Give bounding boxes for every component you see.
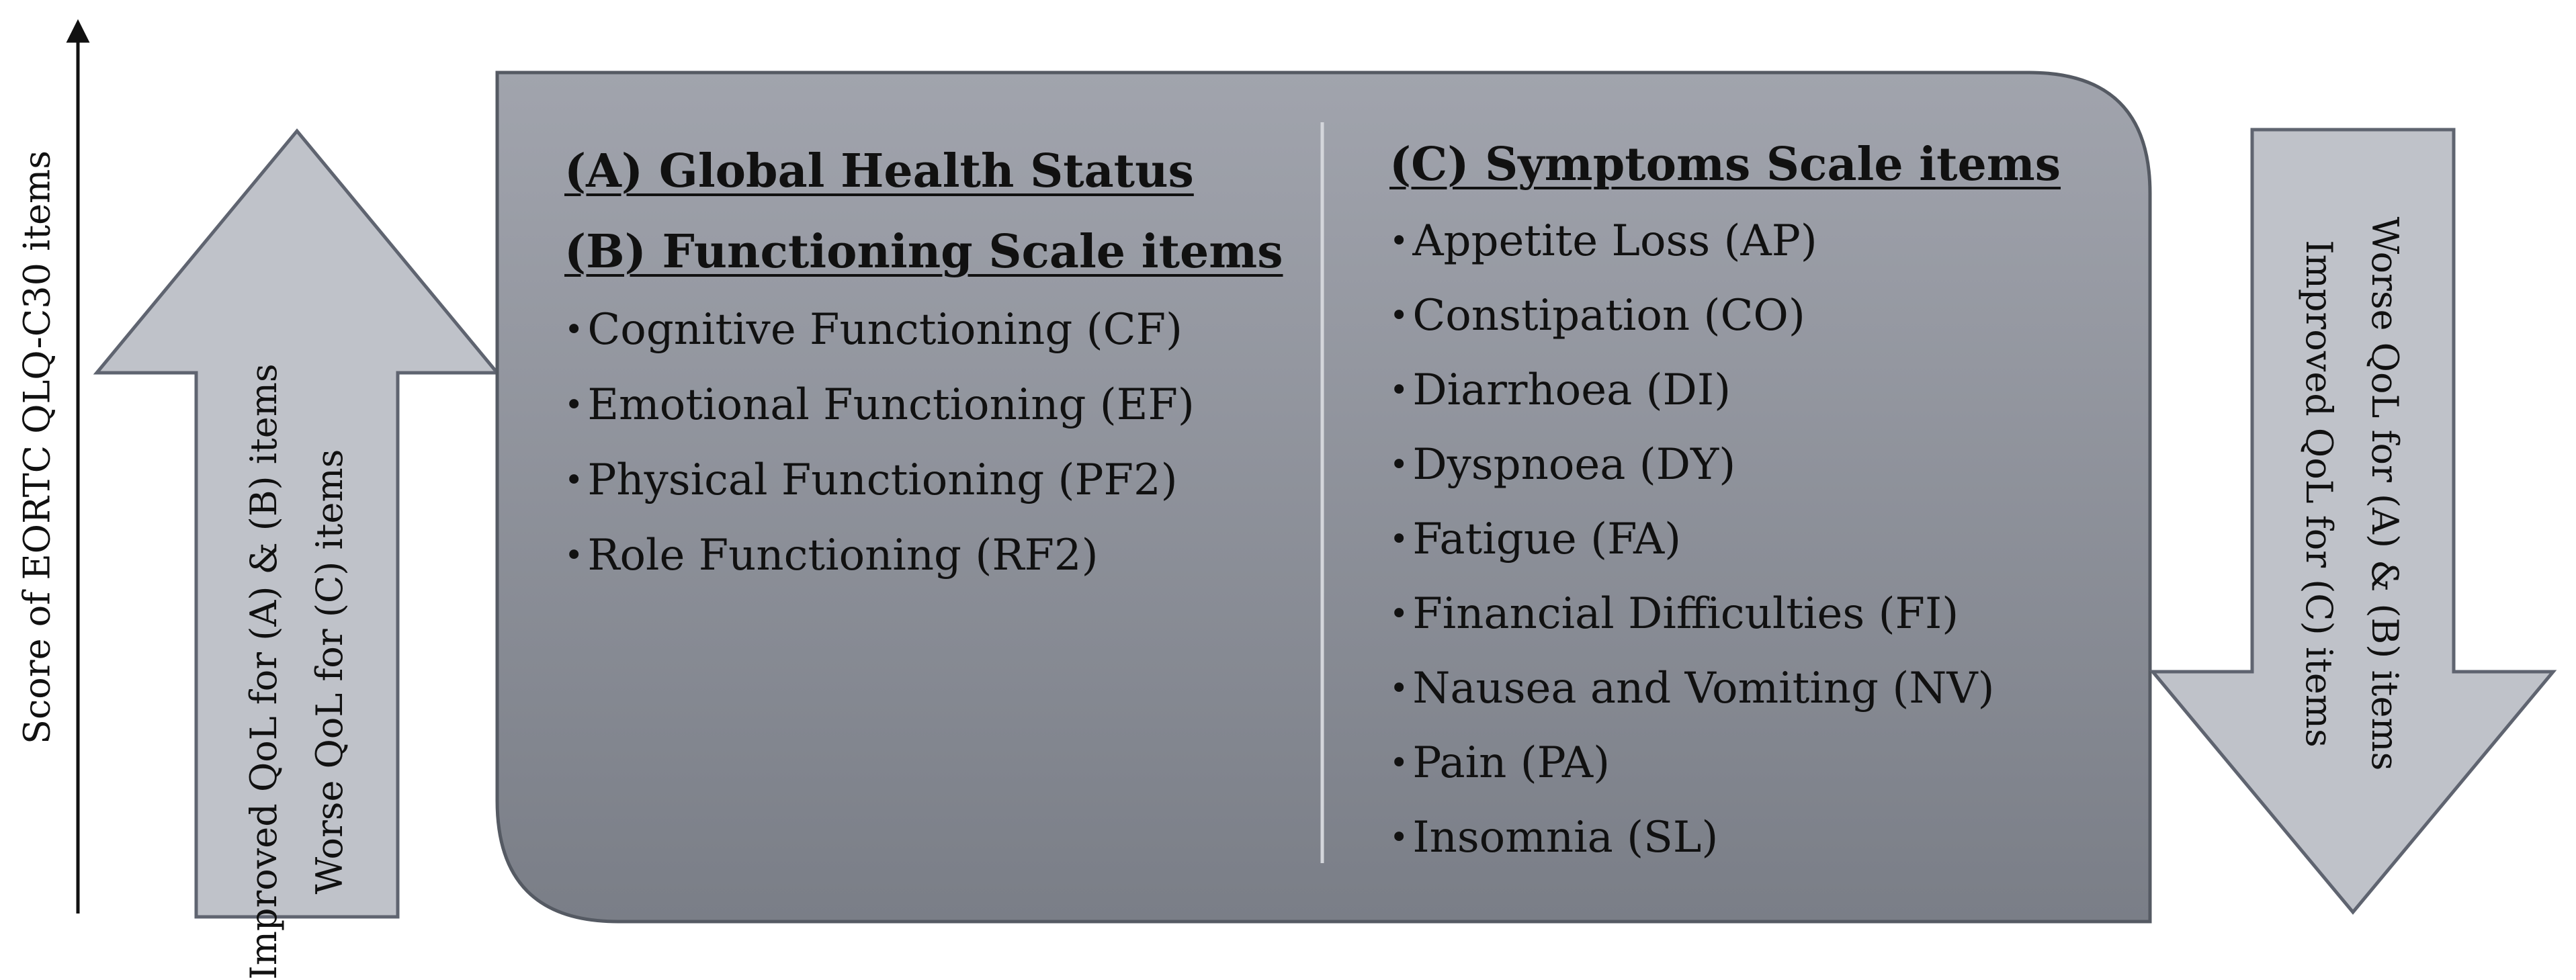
list-item xyxy=(1389,204,2061,278)
functioning-list xyxy=(564,292,1283,593)
list-item-label: Cognitive Functioning (CF) xyxy=(587,305,1183,355)
list-item xyxy=(1389,427,2061,502)
left-column xyxy=(564,144,1283,593)
down-arrow-label xyxy=(2286,217,2417,771)
list-item xyxy=(1389,502,2061,576)
list-item xyxy=(564,518,1283,593)
bullet: • xyxy=(564,386,584,424)
list-item xyxy=(1389,725,2061,800)
down-arrow-line-1: Worse QoL for (A) & (B) items xyxy=(2364,216,2406,771)
list-item-label: Financial Difficulties (FI) xyxy=(1412,588,1959,639)
right-column xyxy=(1389,138,2061,875)
bullet: • xyxy=(1389,818,1409,856)
list-item-label: Insomnia (SL) xyxy=(1412,812,1719,862)
bullet: • xyxy=(564,537,584,574)
bullet: • xyxy=(564,461,584,499)
bullet: • xyxy=(564,311,584,349)
down-arrow-line-2: Improved QoL for (C) items xyxy=(2298,240,2340,748)
list-item-label: Constipation (CO) xyxy=(1412,290,1805,341)
bullet: • xyxy=(1389,222,1409,260)
bullet: • xyxy=(1389,594,1409,633)
up-arrow-label xyxy=(231,363,363,979)
list-item xyxy=(564,292,1283,367)
list-item-label: Fatigue (FA) xyxy=(1412,514,1682,564)
bullet: • xyxy=(1389,520,1409,558)
list-item-label: Nausea and Vomiting (NV) xyxy=(1412,663,1995,713)
list-item-label: Emotional Functioning (EF) xyxy=(587,380,1195,430)
bullet: • xyxy=(1389,445,1409,484)
heading-functioning-scale: (B) Functioning Scale items xyxy=(564,225,1283,279)
bullet: • xyxy=(1389,371,1409,409)
list-item xyxy=(564,367,1283,443)
bullet: • xyxy=(1389,669,1409,707)
list-item xyxy=(1389,576,2061,651)
list-item-label: Physical Functioning (PF2) xyxy=(587,455,1178,505)
list-item xyxy=(1389,651,2061,725)
list-item xyxy=(1389,278,2061,353)
list-item-label: Diarrhoea (DI) xyxy=(1412,365,1731,415)
symptoms-list xyxy=(1389,204,2061,875)
y-axis-label: Score of EORTC QLQ-C30 items xyxy=(15,150,58,744)
bullet: • xyxy=(1389,744,1409,782)
list-item xyxy=(564,443,1283,518)
list-item xyxy=(1389,353,2061,427)
list-item-label: Role Functioning (RF2) xyxy=(587,531,1099,580)
list-item-label: Pain (PA) xyxy=(1412,738,1611,788)
heading-global-health-status: (A) Global Health Status xyxy=(564,144,1194,198)
list-item-label: Appetite Loss (AP) xyxy=(1412,216,1817,266)
list-item xyxy=(1389,800,2061,875)
list-item-label: Dyspnoea (DY) xyxy=(1412,439,1736,490)
up-arrow-line-2: Worse QoL for (C) items xyxy=(308,449,351,895)
heading-symptoms-scale: (C) Symptoms Scale items xyxy=(1389,138,2061,191)
bullet: • xyxy=(1389,296,1409,335)
up-arrow-line-1: Improved QoL for (A) & (B) items xyxy=(243,363,285,980)
